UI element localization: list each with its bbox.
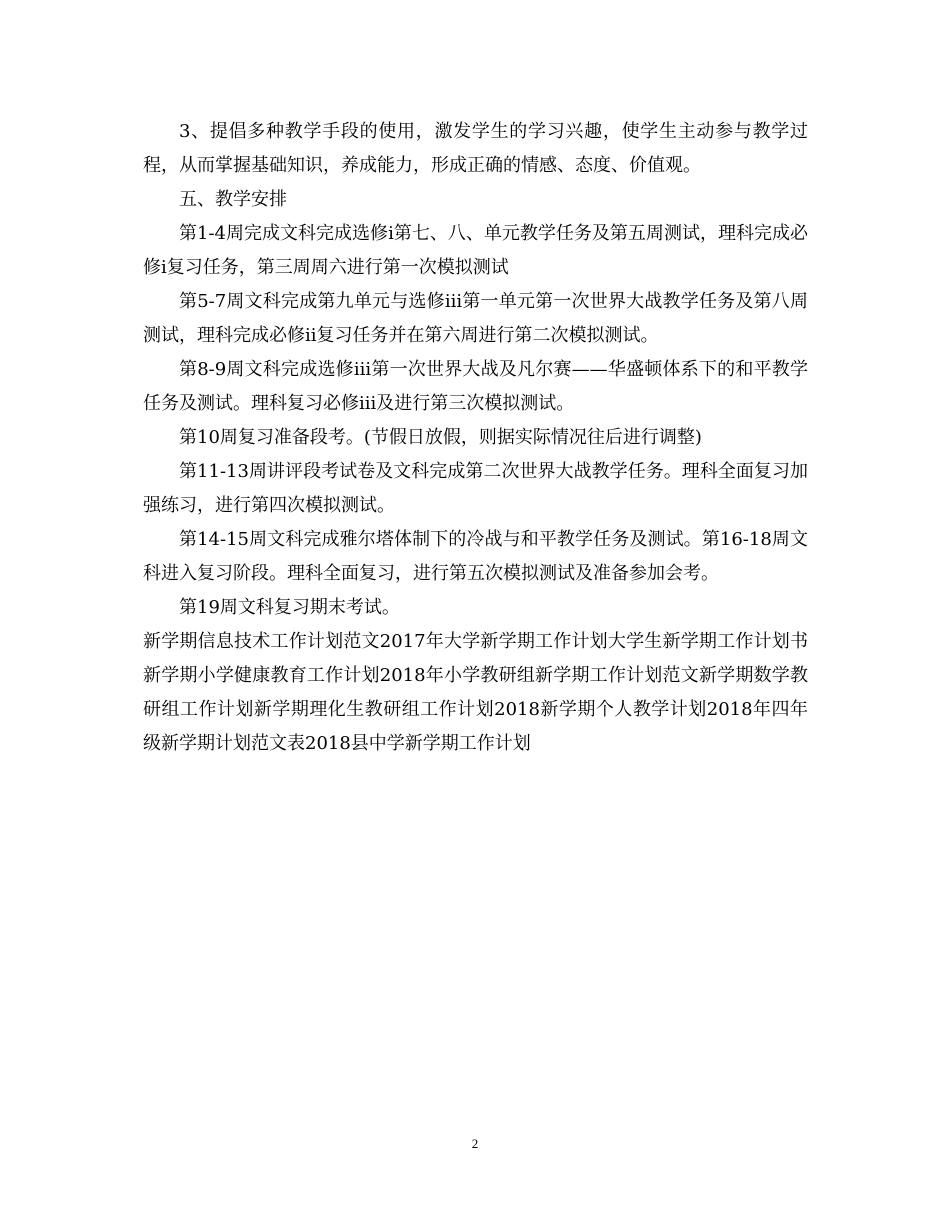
paragraph-weeks-8-9: 第8-9周文科完成选修ⅲ第一次世界大战及凡尔赛——华盛顿体系下的和平教学任务及测试。理科复习必修ⅲ及进行第三次模拟测试。 bbox=[143, 359, 808, 414]
paragraph-weeks-1-4: 第1-4周完成文科完成选修ⅰ第七、八、单元教学任务及第五周测试，理科完成必修ⅰ复习任务，第三周周六进行第一次模拟测试 bbox=[143, 223, 808, 278]
paragraph-week-10: 第10周复习准备段考。(节假日放假，则据实际情况往后进行调整) bbox=[179, 427, 702, 448]
document-body bbox=[143, 115, 808, 761]
section-heading-teaching-schedule: 五、教学安排 bbox=[179, 189, 287, 210]
paragraph-week-19: 第19周文科复习期末考试。 bbox=[179, 597, 400, 618]
paragraph-teaching-methods: 3、提倡多种教学手段的使用，激发学生的学习兴趣，使学生主动参与教学过程，从而掌握基础知识，养成能力，形成正确的情感、态度、价值观。 bbox=[143, 121, 808, 176]
paragraph-weeks-11-13: 第11-13周讲评段考试卷及文科完成第二次世界大战教学任务。理科全面复习加强练习，进行第四次模拟测试。 bbox=[143, 461, 808, 516]
paragraph-weeks-5-7: 第5-7周文科完成第九单元与选修ⅲ第一单元第一次世界大战教学任务及第八周测试，理科完成必修ⅱ复习任务并在第六周进行第二次模拟测试。 bbox=[143, 291, 808, 346]
page-number: 2 bbox=[471, 1136, 479, 1151]
related-links-text: 新学期信息技术工作计划范文2017年大学新学期工作计划大学生新学期工作计划书新学期小学健康教育工作计划2018年小学教研组新学期工作计划范文新学期数学教研组工作计划新学期理化生教研组工作计划2018新学期个人教学计划2018年四年级新学期计划范文表2018县中学新学期工作计划 bbox=[143, 631, 808, 754]
paragraph-weeks-14-18: 第14-15周文科完成雅尔塔体制下的冷战与和平教学任务及测试。第16-18周文科进入复习阶段。理科全面复习，进行第五次模拟测试及准备参加会考。 bbox=[143, 529, 808, 584]
